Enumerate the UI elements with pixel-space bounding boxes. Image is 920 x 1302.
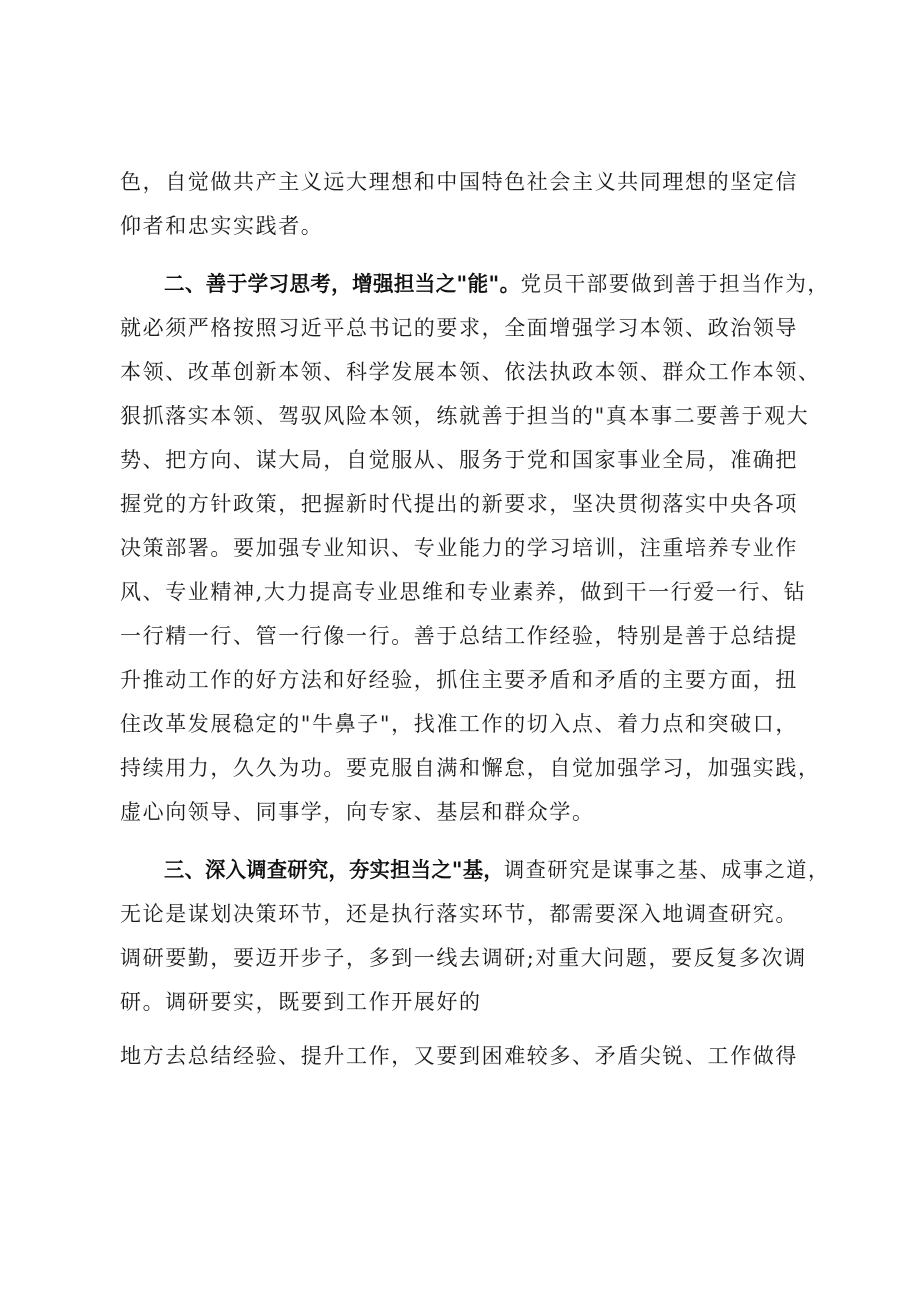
section2-line: 就必须严格按照习近平总书记的要求，全面增强学习本领、政治领导 — [120, 316, 798, 340]
section3-first-line-text: 调查研究是谋事之基、成事之道， — [503, 858, 830, 882]
section2-line: 风、专业精神,大力提高专业思维和专业素养，做到干一行爱一行、钻 — [120, 580, 807, 604]
section3-first-line — [164, 848, 830, 892]
section2-line: 握党的方针政策，把握新时代提出的新要求，坚决贯彻落实中央各项 — [120, 492, 798, 516]
section2-line: 升推动工作的好方法和好经验，抓住主要矛盾和矛盾的主要方面，扭 — [120, 668, 798, 692]
section3-line: 研。调研要实，既要到工作开展好的 — [120, 990, 482, 1014]
section2-line: 一行精一行、管一行像一行。善于总结工作经验，特别是善于总结提 — [120, 624, 798, 648]
section3-line: 调研要勤，要迈开步子，多到一线去调研;对重大问题，要反复多次调 — [120, 946, 807, 970]
section2-first-line-text: 党员干部要做到善于担当作为， — [520, 272, 830, 296]
section2-line: 本领、改革创新本领、科学发展本领、依法执政本领、群众工作本领、 — [120, 360, 821, 384]
section2-line: 势、把方向、谋大局，自觉服从、服务于党和国家事业全局，准确把 — [120, 448, 798, 472]
section2-line: 住改革发展稳定的"牛鼻子"，找准工作的切入点、着力点和突破口， — [120, 712, 798, 736]
section2-line: 虚心向领导、同事学，向专家、基层和群众学。 — [120, 800, 595, 824]
section2-line: 狠抓落实本领、驾驭风险本领，练就善于担当的"真本事二要善于观大 — [120, 404, 810, 428]
section2-line: 持续用力，久久为功。要克服自满和懈怠，自觉加强学习，加强实践， — [120, 756, 821, 780]
section3-heading: 三、深入调查研究，夯实担当之"基， — [164, 858, 504, 882]
para1-line-2: 仰者和忠实实践者。 — [120, 214, 324, 238]
section3-line: 地方去总结经验、提升工作，又要到困难较多、矛盾尖锐、工作做得 — [120, 1044, 798, 1068]
section2-line: 决策部署。要加强专业知识、专业能力的学习培训，注重培养专业作 — [120, 536, 798, 560]
section2-first-line — [164, 262, 829, 306]
section2-heading: 二、善于学习思考，增强担当之"能"。 — [164, 272, 521, 296]
para1-line-1: 色，自觉做共产主义远大理想和中国特色社会主义共同理想的坚定信 — [120, 170, 798, 194]
section3-line: 无论是谋划决策环节，还是执行落实环节，都需要深入地调查研究。 — [120, 902, 798, 926]
